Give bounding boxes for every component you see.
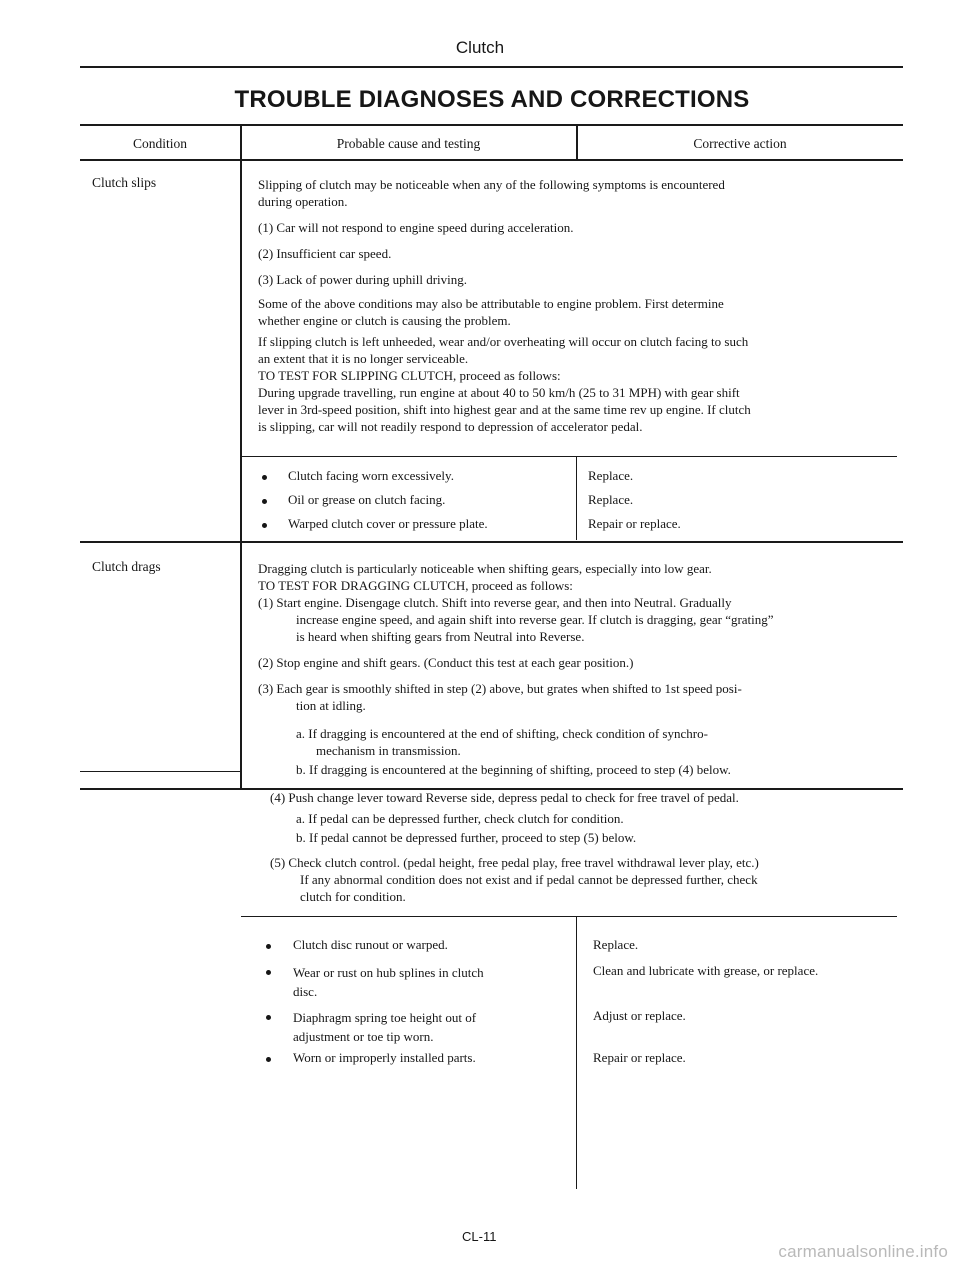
text-line: during operation. — [258, 194, 348, 209]
drags-step-4: (4) Push change lever toward Reverse side, depress pedal to check for free travel of pedal. — [270, 790, 739, 805]
text-line: During upgrade travelling, run engine at about 40 to 50 km/h (25 to 31 MPH) with gear shift — [258, 385, 740, 400]
text-line: If slipping clutch is left unheeded, wear and/or overheating will occur on clutch facing to such — [258, 334, 749, 349]
text-line: is slipping, car will not readily respond to depression of accelerator pedal. — [258, 419, 643, 434]
slips-action-2: Replace. — [588, 492, 634, 507]
slips-cause-2: Oil or grease on clutch facing. — [288, 492, 446, 507]
text-line: increase engine speed, and again shift into reverse gear. If clutch is dragging, gear “grating” — [296, 612, 774, 627]
drags-causes-rule — [241, 916, 897, 917]
bullet-icon — [266, 1057, 271, 1062]
bullet-icon — [266, 1015, 271, 1020]
slips-symptom-2: (2) Insufficient car speed. — [258, 246, 392, 261]
slips-action-3: Repair or replace. — [588, 516, 681, 531]
drags-action-4: Repair or replace. — [593, 1050, 686, 1065]
text-line: Wear or rust on hub splines in clutch — [293, 965, 484, 980]
col-header-action: Corrective action — [693, 136, 787, 151]
col-header-cause: Probable cause and testing — [336, 136, 481, 151]
watermark: carmanualsonline.info — [778, 1242, 948, 1261]
text-line: an extent that it is no longer serviceable. — [258, 351, 469, 366]
bullet-icon — [262, 523, 267, 528]
drags-step-1 — [258, 594, 888, 645]
bullet-icon — [266, 970, 271, 975]
slips-action-divider — [576, 456, 577, 540]
drags-action-1: Replace. — [593, 937, 639, 952]
slips-action-1: Replace. — [588, 468, 634, 483]
drags-step-5 — [270, 854, 900, 905]
slips-symptom-1: (1) Car will not respond to engine speed during acceleration. — [258, 220, 574, 235]
text-line: Diaphragm spring toe height out of — [293, 1010, 477, 1025]
drags-step-3b: b. If dragging is encountered at the beginning of shifting, proceed to step (4) below. — [296, 762, 731, 777]
slips-symptom-3: (3) Lack of power during uphill driving. — [258, 272, 468, 287]
text-line: whether engine or clutch is causing the problem. — [258, 313, 511, 328]
condition-clutch-slips: Clutch slips — [92, 175, 157, 190]
slips-intro — [258, 176, 888, 210]
drags-step-4b: b. If pedal cannot be depressed further, proceed to step (5) below. — [296, 830, 637, 845]
drags-step-2: (2) Stop engine and shift gears. (Conduct this test at each gear position.) — [258, 655, 634, 670]
text-line: is heard when shifting gears from Neutral into Reverse. — [296, 629, 585, 644]
slips-notes — [258, 295, 888, 435]
slips-cause-1: Clutch facing worn excessively. — [288, 468, 454, 483]
text-line: mechanism in transmission. — [316, 743, 461, 758]
text-line: a. If dragging is encountered at the end of shifting, check condition of synchro- — [296, 726, 708, 741]
page-title: TROUBLE DIAGNOSES AND CORRECTIONS — [234, 86, 750, 113]
drags-step-3 — [258, 680, 888, 714]
slips-causes-rule — [241, 456, 897, 457]
text-line: Dragging clutch is particularly noticeable when shifting gears, especially into low gear. — [258, 561, 712, 576]
drags-intro — [258, 560, 888, 594]
drags-action-2: Clean and lubricate with grease, or replace. — [593, 963, 819, 978]
text-line: TO TEST FOR SLIPPING CLUTCH, proceed as follows: — [258, 368, 561, 383]
bullet-icon — [266, 944, 271, 949]
table-bottom-rule — [80, 771, 242, 772]
section-rule — [80, 541, 903, 543]
drags-cause-2 — [293, 963, 484, 1001]
text-line: lever in 3rd-speed position, shift into highest gear and at the same time rev up engine. If clutch — [258, 402, 751, 417]
text-line: Some of the above conditions may also be attributable to engine problem. First determine — [258, 296, 724, 311]
drags-cause-4: Worn or improperly installed parts. — [293, 1050, 476, 1065]
text-line: (1) Start engine. Disengage clutch. Shift into reverse gear, and then into Neutral. Gradually — [258, 595, 732, 610]
page-number: CL-11 — [462, 1229, 497, 1244]
condition-clutch-drags: Clutch drags — [92, 559, 161, 574]
bullet-icon — [262, 499, 267, 504]
drags-step-3a — [296, 725, 896, 759]
text-line: disc. — [293, 984, 318, 999]
text-line: TO TEST FOR DRAGGING CLUTCH, proceed as follows: — [258, 578, 573, 593]
col-header-condition: Condition — [132, 136, 187, 151]
header-rule — [80, 66, 903, 68]
drags-action-3: Adjust or replace. — [593, 1008, 686, 1023]
drags-cause-1: Clutch disc runout or warped. — [293, 937, 448, 952]
slips-cause-3: Warped clutch cover or pressure plate. — [288, 516, 488, 531]
text-line: Slipping of clutch may be noticeable when any of the following symptoms is encountered — [258, 177, 725, 192]
text-line: (5) Check clutch control. (pedal height, free pedal play, free travel withdrawal lever play, etc.) — [270, 855, 759, 870]
text-line: (3) Each gear is smoothly shifted in step (2) above, but grates when shifted to 1st speed posi- — [258, 681, 742, 696]
section-header: Clutch — [455, 38, 505, 57]
text-line: clutch for condition. — [300, 889, 406, 904]
drags-step-4a: a. If pedal can be depressed further, check clutch for condition. — [296, 811, 624, 826]
table-top-rule — [80, 124, 903, 126]
text-line: tion at idling. — [296, 698, 366, 713]
bullet-icon — [262, 475, 267, 480]
text-line: adjustment or toe tip worn. — [293, 1029, 434, 1044]
drags-cause-3 — [293, 1008, 476, 1046]
drags-action-divider — [576, 916, 577, 1189]
text-line: If any abnormal condition does not exist and if pedal cannot be depressed further, check — [300, 872, 758, 887]
table-head-rule — [80, 159, 903, 161]
